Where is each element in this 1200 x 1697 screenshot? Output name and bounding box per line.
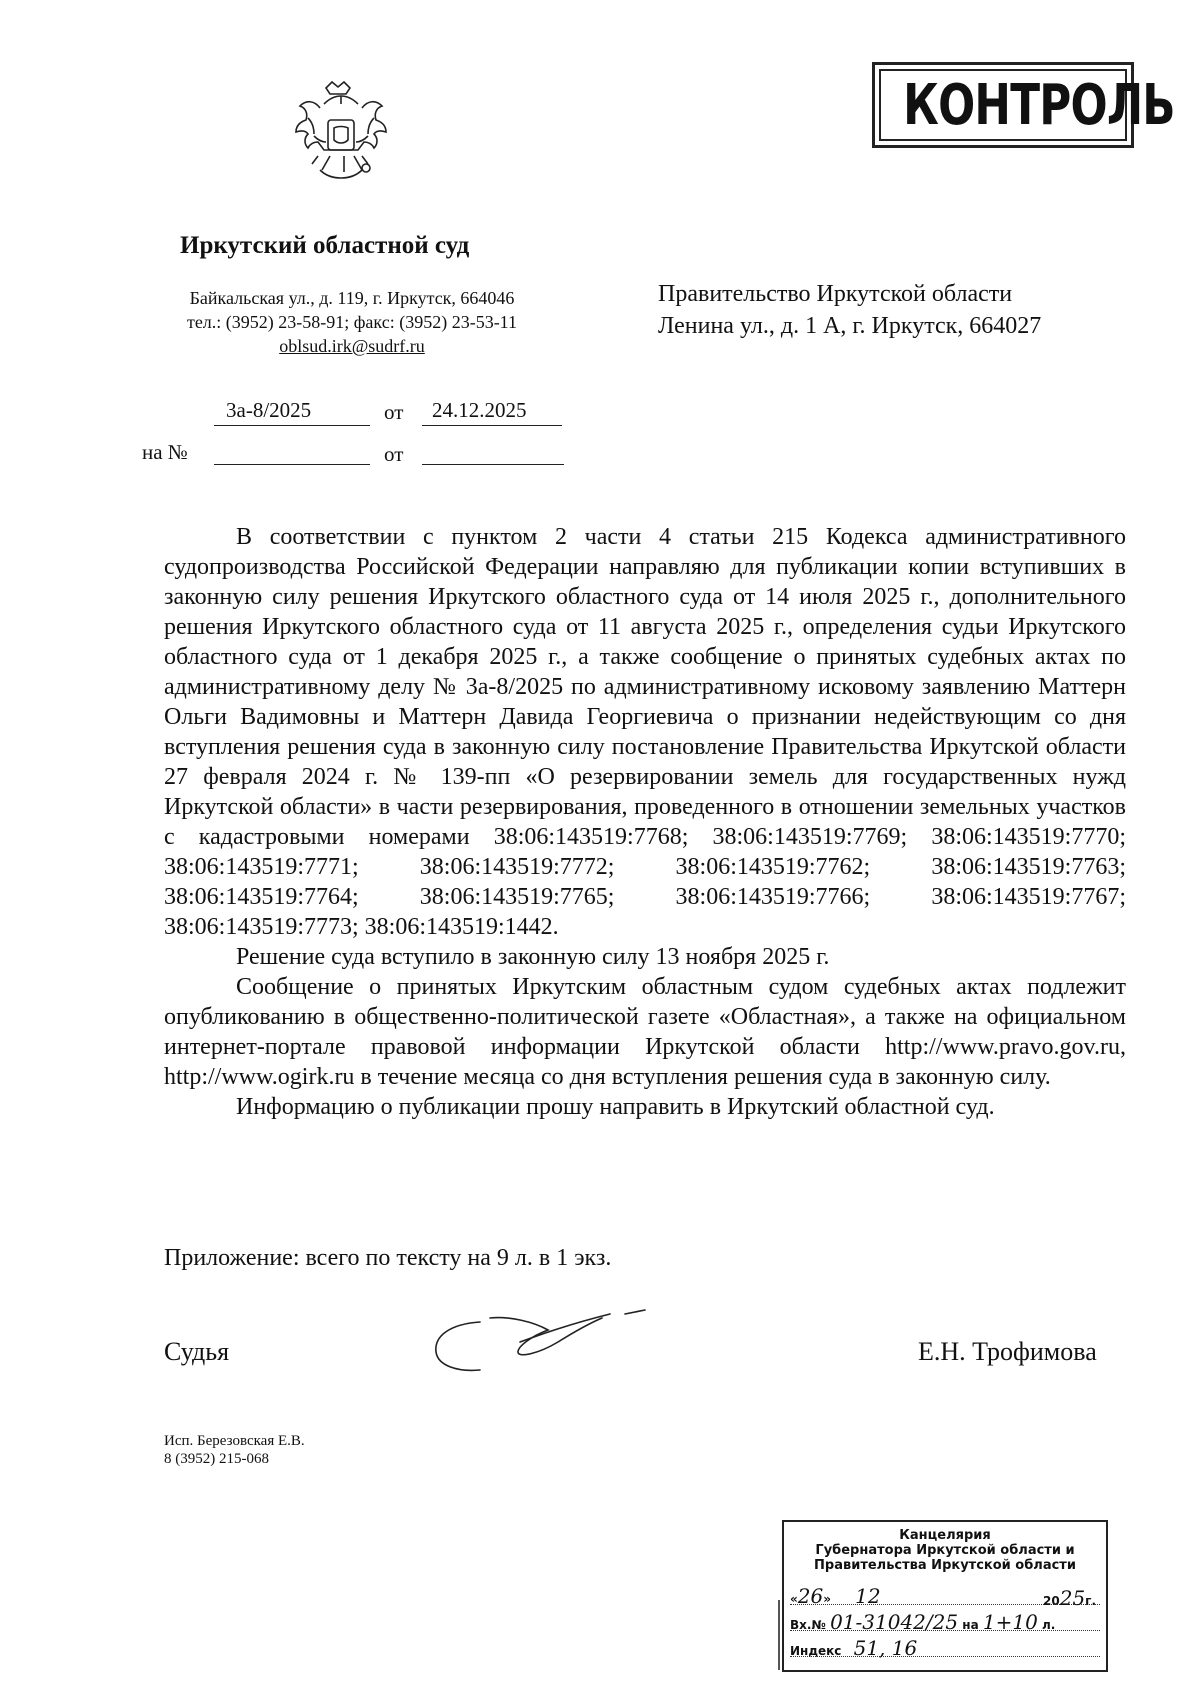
handwritten-signature	[420, 1300, 660, 1380]
outgoing-date: 24.12.2025	[422, 398, 562, 426]
outgoing-number: 3а-8/2025	[214, 398, 370, 426]
stamp-month: 12	[855, 1584, 881, 1608]
attachment-note: Приложение: всего по тексту на 9 л. в 1 экз.	[164, 1245, 612, 1271]
in-reply-date-blank	[422, 438, 564, 465]
stamp-number-row	[790, 1610, 1100, 1634]
stamp-in-number: 01-31042/25	[830, 1610, 959, 1634]
stamp-office: Канцелярия	[899, 1528, 991, 1543]
body-paragraph-2: Решение суда вступило в законную силу 13 ноября 2025 г.	[236, 944, 830, 970]
court-phones: тел.: (3952) 23-58-91; факс: (3952) 23-53-11	[186, 312, 518, 332]
in-reply-label: на №	[142, 440, 188, 464]
stamp-edge-line	[778, 1600, 780, 1670]
russian-coat-of-arms-icon	[290, 78, 392, 186]
stamp-index-value: 51, 16	[853, 1636, 918, 1660]
stamp-index-label: Индекс	[790, 1644, 842, 1658]
stamp-in-label: Вх.№	[790, 1618, 826, 1632]
stamp-date-row: «26» 12 2025г.	[790, 1584, 1100, 1605]
executor-phone: 8 (3952) 215-068	[164, 1451, 269, 1467]
in-reply-number-blank	[214, 438, 370, 465]
stamp-governor: Губернатора Иркутской области и	[815, 1543, 1075, 1558]
executor-info	[164, 1432, 305, 1468]
body-paragraph-3: Сообщение о принятых Иркутским областным судом судебных актах подлежит опубликованию в общественно-политической газете «Областная», а также на официальном интернет-портале правовой информации Иркутской области http://www.pravo.gov.ru, http://www.ogirk.ru в течение месяца со дня вступления решения суда в законную силу.	[164, 974, 1126, 1090]
court-address-block	[162, 286, 542, 358]
stamp-day: 26	[797, 1584, 824, 1608]
recipient-address: Ленина ул., д. 1 А, г. Иркутск, 664027	[658, 313, 1042, 339]
letter-body	[164, 522, 1126, 1122]
judge-name: Е.Н. Трофимова	[918, 1337, 1097, 1366]
ot-label: от	[384, 400, 404, 424]
stamp-pages-unit: л.	[1042, 1618, 1056, 1632]
control-stamp-text: КОНТРОЛЬ	[903, 73, 1175, 138]
stamp-header	[784, 1522, 1106, 1573]
court-name: Иркутский областной суд	[180, 232, 470, 259]
stamp-pages: 1+10	[982, 1610, 1038, 1634]
stamp-year-unit: г.	[1085, 1594, 1096, 1608]
body-paragraph-1: В соответствии с пунктом 2 части 4 статьи 215 Кодекса административного судопроизводства Российской Федерации направляю для публикации копии вступивших в законную силу решения Иркутского областного суда от 14 июля 2025 г., дополнительного решения Иркутского областного суда от 11 августа 2025 г., определения судьи Иркутского областного суда от 1 декабря 2025 г., а также сообщение о принятых судебных актах по административному делу № 3а-8/2025 по административному исковому заявлению Маттерн Ольги Вадимовны и Маттерн Давида Георгиевича о признании недействующим со дня вступления решения суда в законную силу постановление Правительства Иркутской области 27 февраля 2024 г. № 139-пп «О резервировании земель для государственных нужд Иркутской области» в части резервирования, проведенного в отношении земельных участков с кадастровыми номерами 38:06:143519:7768; 38:06:143519:7769; 38:06:143519:7770; 38:06:143519:7771; 38:06:143519:7772; 38:06:143519:7762; 38:06:143519:7763; 38:06:143519:7764; 38:06:143519:7765; 38:06:143519:7766; 38:06:143519:7767; 38:06:143519:7773; 38:06:143519:1442.	[164, 524, 1126, 940]
body-paragraph-4: Информацию о публикации прошу направить в Иркутский областной суд.	[236, 1094, 995, 1120]
court-address: Байкальская ул., д. 119, г. Иркутск, 664046	[189, 288, 515, 308]
incoming-registration-stamp	[782, 1520, 1108, 1672]
judge-title: Судья	[164, 1337, 230, 1366]
stamp-index-row	[790, 1636, 1100, 1660]
executor-name: Исп. Березовская Е.В.	[164, 1433, 305, 1449]
stamp-government: Правительства Иркутской области	[814, 1558, 1076, 1573]
recipient-name: Правительство Иркутской области	[658, 281, 1013, 307]
recipient-block	[658, 278, 1041, 342]
stamp-year-suffix: 25	[1059, 1586, 1086, 1610]
court-email-link[interactable]: oblsud.irk@sudrf.ru	[279, 336, 425, 356]
ot-label-2: от	[384, 442, 404, 466]
stamp-year-prefix: 20	[1043, 1594, 1060, 1608]
stamp-on-label: на	[962, 1618, 979, 1632]
control-stamp	[872, 62, 1175, 148]
